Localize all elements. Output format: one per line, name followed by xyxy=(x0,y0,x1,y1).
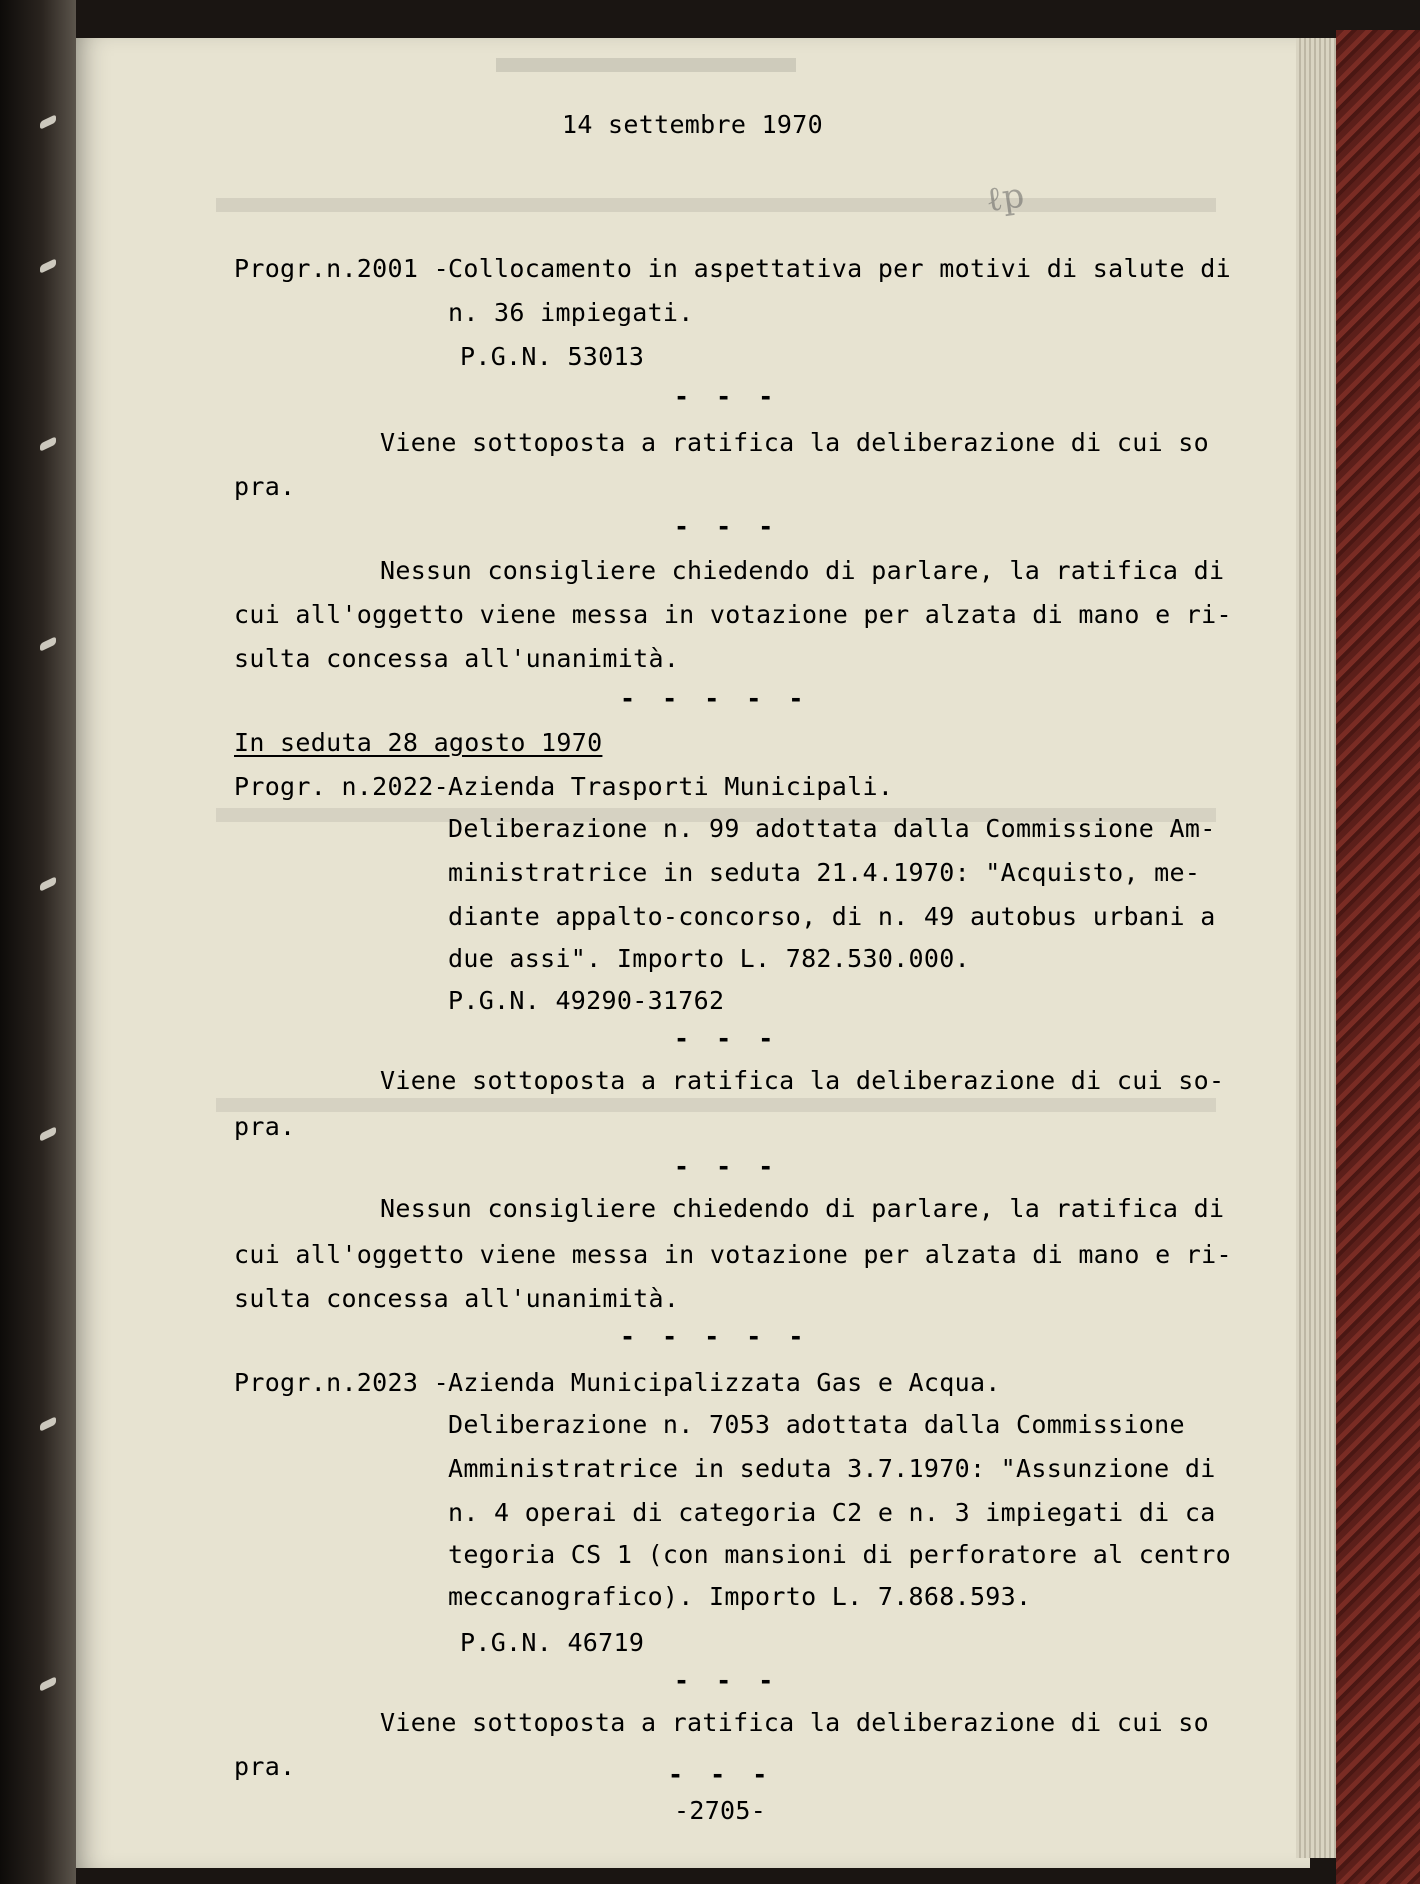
item-title-line: Collocamento in aspettativa per motivi di salute di xyxy=(448,254,1231,283)
item-title-line: ministratrice in seduta 21.4.1970: "Acquisto, me- xyxy=(448,858,1201,887)
page-stack-edge xyxy=(1296,38,1336,1858)
item-title-line: Deliberazione n. 7053 adottata dalla Commissione xyxy=(448,1410,1185,1439)
ratifica-text: Viene sottoposta a ratifica la deliberazione di cui so xyxy=(380,1708,1209,1737)
voto-text: sulta concessa all'unanimità. xyxy=(234,644,680,673)
voto-text: Nessun consigliere chiedendo di parlare, la ratifica di xyxy=(380,1194,1225,1223)
book-cover-edge xyxy=(1336,30,1420,1884)
section-end: - - - - - xyxy=(620,684,810,713)
separator: - - - xyxy=(674,1024,780,1053)
item-title-line: Deliberazione n. 99 adottata dalla Commissione Am- xyxy=(448,814,1216,843)
binding-hole xyxy=(40,636,56,651)
ratifica-text: Viene sottoposta a ratifica la deliberazione di cui so- xyxy=(380,1066,1225,1095)
item-title-line: Azienda Municipalizzata Gas e Acqua. xyxy=(448,1368,1001,1397)
pgn-reference: P.G.N. 53013 xyxy=(460,342,645,371)
item-title-line: n. 4 operai di categoria C2 e n. 3 impiegati di ca xyxy=(448,1498,1216,1527)
item-title-line: Amministratrice in seduta 3.7.1970: "Assunzione di xyxy=(448,1454,1216,1483)
progr-number: Progr.n.2023 - xyxy=(234,1368,449,1397)
separator: - - - xyxy=(674,512,780,541)
bleed-through xyxy=(496,58,796,72)
seduta-heading: In seduta 28 agosto 1970 xyxy=(234,728,603,757)
binding-hole xyxy=(40,1126,56,1141)
page-date: 14 settembre 1970 xyxy=(562,110,823,139)
separator: - - - xyxy=(674,1666,780,1695)
separator: - - - xyxy=(668,1760,774,1789)
item-title-line: tegoria CS 1 (con mansioni di perforatore al centro xyxy=(448,1540,1231,1569)
ratifica-text: pra. xyxy=(234,472,296,501)
binding-hole xyxy=(40,1676,56,1691)
voto-text: Nessun consigliere chiedendo di parlare, la ratifica di xyxy=(380,556,1225,585)
item-title-line: due assi". Importo L. 782.530.000. xyxy=(448,944,970,973)
item-title-line: meccanografico). Importo L. 7.868.593. xyxy=(448,1582,1032,1611)
binding-hole xyxy=(40,114,56,129)
progr-number: Progr.n.2001 - xyxy=(234,254,449,283)
pgn-reference: P.G.N. 46719 xyxy=(460,1628,645,1657)
ratifica-text: Viene sottoposta a ratifica la deliberazione di cui so xyxy=(380,428,1209,457)
binding-hole xyxy=(40,876,56,891)
item-title-line: Azienda Trasporti Municipali. xyxy=(448,772,894,801)
book-left-edge xyxy=(0,0,76,1884)
voto-text: cui all'oggetto viene messa in votazione per alzata di mano e ri- xyxy=(234,600,1232,629)
bleed-through xyxy=(216,198,1216,212)
separator: - - - xyxy=(674,1152,780,1181)
item-title-line: n. 36 impiegati. xyxy=(448,298,694,327)
binding-hole xyxy=(40,1416,56,1431)
voto-text: cui all'oggetto viene messa in votazione per alzata di mano e ri- xyxy=(234,1240,1232,1269)
bleed-through xyxy=(216,1098,1216,1112)
item-title-line: diante appalto-concorso, di n. 49 autobus urbani a xyxy=(448,902,1216,931)
separator: - - - xyxy=(674,382,780,411)
binding-hole xyxy=(40,258,56,273)
section-end: - - - - - xyxy=(620,1322,810,1351)
page-number: -2705- xyxy=(674,1796,767,1825)
binding-hole xyxy=(40,436,56,451)
pencil-mark: ℓp xyxy=(983,175,1027,221)
ratifica-text: pra. xyxy=(234,1752,296,1781)
pgn-reference: P.G.N. 49290-31762 xyxy=(448,986,725,1015)
voto-text: sulta concessa all'unanimità. xyxy=(234,1284,680,1313)
ratifica-text: pra. xyxy=(234,1112,296,1141)
progr-number: Progr. n.2022- xyxy=(234,772,449,801)
